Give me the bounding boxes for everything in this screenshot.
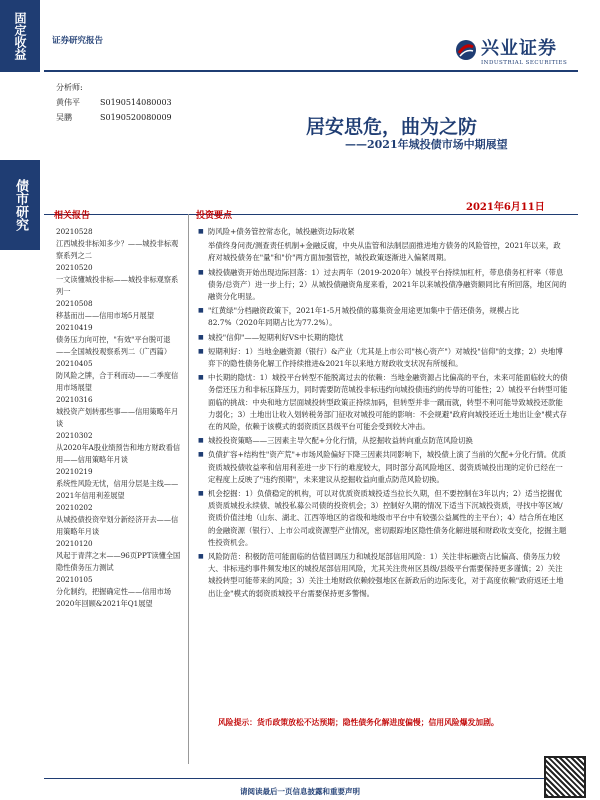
- related-report-date: 20210316: [56, 395, 93, 404]
- key-point: ■ 机会挖掘：1）负债稳定的机构，可以对优质资质城投适当拉长久期，但不要控制在3年以内；2）适当挖掘优质资质城投永续债、城投私募公司债的投资机会；3）控制好久期的情况下适当下沉城投资质，寻找中等区域/资质价值洼地（山东、湖北、江西等地区的省级和地级市平台中有较强公益属性的主平台）；4）结合所在地区的金融资源（银行）、上市公司或资源型产业情况，密切跟踪地区隐性债务化解进展和财政收支变化，挖掘主题性投资机会。: [198, 488, 568, 549]
- header-rule: [44, 70, 578, 72]
- left-sidebar: [0, 0, 40, 800]
- related-report-title[interactable]: 从城投债投资窄划分新经济开去——信用策略年月谈: [56, 515, 179, 536]
- report-date: 2021年6月11日: [466, 202, 545, 213]
- analyst-id: S0190520080009: [100, 113, 172, 122]
- related-report-title[interactable]: 分化制约，把握确定性——信用市场2020年回顾&2021年Q1展望: [56, 587, 172, 608]
- report-title: 居安思危，曲为之防: [306, 116, 478, 138]
- related-report-date: 20210419: [56, 323, 93, 332]
- key-point: ■ 城投投资策略——三因素主导欠配+分化行情，从挖掘收益转向重点防范风险切换: [198, 435, 568, 447]
- related-report-date: 20210528: [56, 227, 93, 236]
- key-point: 举债终身问责/测查责任机制+金融反腐，中央从监管和法制层面推进地方债务的风险管控，2021年以来，政府对城投债务在"量"和"价"两方面加强管控，城投政策逐渐进入偏紧周期。: [208, 241, 561, 263]
- analyst-id: S0190514080003: [100, 98, 172, 107]
- analyst-role: 分析师:: [56, 83, 83, 92]
- key-point: ■ 风险防范：积极防范可能面临的估值回调压力和城投尾部信用风险：1）关注非标融资占比偏高、债务压力较大、非标违约事件频发地区的城投尾部信用风险，尤其关注贵州区县级/县级平台需要保持更多谨慎；2）关注城投转型可能带来的风险；3）关注土地财政依赖较强地区在新政后的边际变化，对于高度依赖"政府返还土地出让金"模式的弱资质城投平台需要保持更多警惕。: [198, 551, 568, 600]
- related-report-date: 20210405: [56, 359, 93, 368]
- logo-name-en: INDUSTRIAL SECURITIES: [481, 60, 568, 66]
- analyst-row: [56, 110, 172, 125]
- footer-rule: [44, 778, 578, 779]
- related-reports-heading: 相关报告: [54, 211, 91, 221]
- analyst-name: 黄伟平: [56, 98, 80, 107]
- related-report-date: 20210508: [56, 299, 93, 308]
- section-rule: [44, 214, 578, 215]
- logo-mark-icon: [455, 39, 477, 61]
- related-report-date: 20210202: [56, 503, 93, 512]
- related-report-title[interactable]: 城投资产划转那些事——信用策略年月谈: [56, 407, 179, 428]
- report-type: 证券研究报告: [52, 36, 104, 46]
- logo-name-cn: 兴业证券: [481, 38, 557, 59]
- related-report-date: 20210105: [56, 575, 93, 584]
- column-divider: [188, 214, 189, 764]
- key-point: ■ 短期利好：1）当地金融资源（银行）&产业（尤其是上市公司"核心资产"）对城投"信仰"的支撑；2）央地博弈下的隐性债务化解工作持续推进&2021年以来地方财政收支状况有所缓和。: [198, 346, 568, 370]
- related-report-title[interactable]: 防风险之牌，合于利而动——二季度信用市场展望: [56, 371, 179, 392]
- risk-warning: 风险提示：货币政策放松不达预期；隐性债务化解进度偏慢；信用风险爆发加剧。: [218, 718, 499, 727]
- analyst-block: [56, 80, 172, 125]
- key-point: ■ 城投债融资开始出现边际回落：1）过去两年（2019-2020年）城投平台持续加杠杆，带息债务杠杆率（带息债务/总资产）进一步上行；2）从城投债融资角度来看，2021年以来城投债净融资额同比有所回落，地区间的融资分化明显。: [198, 267, 568, 304]
- related-report-date: 20210120: [56, 539, 93, 548]
- related-report-title[interactable]: 一文读懂城投非标——城投非标观察系列一: [56, 275, 179, 296]
- key-point: ■ 中长期的隐忧：1）城投平台转型不能脱离过去的依赖：当地金融资源占比偏高的平台，未来可能面临较大的债务偿还压力和非标压降压力，同时需要防范城投非标违约向城投债违约的传导的可能性；2）城投平台转型可能面临的挑战：中央和地方层面城投转型政策正持续加码，但转型并非一蹴而就，转型不利可能导致城投还款能力弱化；3）土地出让收入划转税务部门征收对城投可能的影响：不会规避"政府向城投还近土地出让金"模式存在的风险，依赖于该模式的弱资质区县级平台可能会受到较大冲击。: [198, 372, 568, 433]
- key-point: ■ 负债扩容+结构性"资产荒"+市场风险偏好下降三因素共同影响下，城投债上演了当前的欠配+分化行情。优质资质城投债收益率和信用利差进一步下行的难度较大，同时部分高风险地区、弱资质城投出现的定价已经在一定程度上反映了"违约预期"，未来建议从挖掘收益向重点防范风险切换。: [198, 449, 568, 486]
- sidebar-mid-label: 债市研究: [13, 179, 28, 231]
- sidebar-top-label: 固定收益: [13, 12, 27, 60]
- company-logo: [455, 34, 567, 66]
- related-report-date: 20210302: [56, 431, 93, 440]
- analyst-name: 吴鹏: [56, 113, 72, 122]
- related-report-title[interactable]: 债务压力向可控，"有效"平台脱可退——全国城投观察系列二（广西篇）: [56, 335, 172, 356]
- related-report-title[interactable]: 风起于青萍之末——96页PPT读懂全国隐性债务压力测试: [56, 551, 181, 572]
- footer-disclaimer: 请阅读最后一页信息披露和重要声明: [240, 787, 360, 796]
- key-point: ■ 防风险+债务管控常态化，城投融资边际收紧: [198, 226, 568, 238]
- related-report-date: 20210520: [56, 263, 93, 272]
- key-point: ■ 城投"信仰"——短期利好VS中长期的隐忧: [198, 332, 568, 344]
- report-subtitle: ——2021年城投债市场中期展望: [345, 138, 508, 151]
- related-report-title[interactable]: 移基而出——信用市场5月展望: [56, 311, 155, 320]
- key-points-body: [198, 226, 568, 602]
- related-report-title[interactable]: 系统性风险无忧，信用分层是主线——2021年信用利差展望: [56, 479, 179, 500]
- related-report-date: 20210219: [56, 467, 93, 476]
- qr-code-icon: [544, 756, 586, 798]
- related-report-title[interactable]: 从2020年A股业绩预告和地方财政看信用——信用策略年月谈: [56, 443, 181, 464]
- analyst-row: [56, 95, 172, 110]
- related-report-title[interactable]: 江西城投非标知多少？——城投非标观察系列之二: [56, 239, 179, 260]
- key-points-heading: 投资要点: [196, 211, 233, 221]
- related-reports-list: [56, 226, 184, 610]
- key-point: ■ "红黄绿"分档融资政策下，2021年1-5月城投债的募集资金用途更加集中于借还债务，规模占比82.7%（2020年同期占比为77.2%）。: [198, 305, 568, 329]
- analyst-row: [56, 80, 172, 95]
